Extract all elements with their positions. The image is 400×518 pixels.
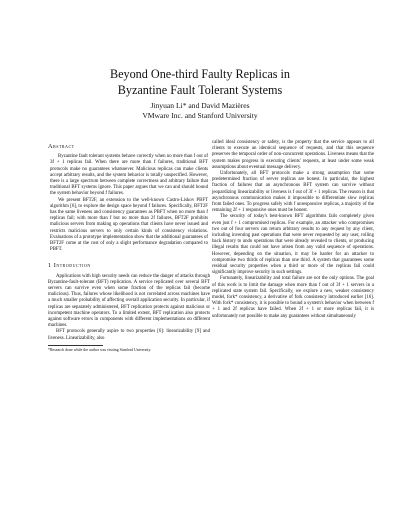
footnote-rule <box>48 345 103 346</box>
intro-paragraph-1: Applications with high security needs can reduce the danger of attacks through Byzantine-fault-tolerant (BFT) replication. A service replicated over several BFT servers can survive even when some fraction of the replicas fail (become malicious). Thus, failures whose likelihood is not correlated across machines have a much smaller probability of affecting overall application security. In particular, if replicas are separately administered, BFT replication protects against malicious or incompetent machine operators. To a limited extent, BFT replication also protects against software errors in components with different implementations on different machines. <box>48 273 210 329</box>
right-paragraph-4: Fortunately, linearizability and total failure are not the only options. The goal of this work is to limit the damage when more than f out of 3f + 1 servers in a replicated state system fail. Specifically, we explore a new, weaker consistency model, fork* consistency, a derivative of fork consistency introduced earlier [16]. With fork* consistency, it is possible to bound a system's behavior when between f + 1 and 2f replicas have failed. When 2f + 1 or more replicas fail, it is unfortunately not possible to make any guarantees without simultaneously <box>212 276 374 319</box>
abstract-paragraph-1: Byzantine fault tolerant systems behave correctly when no more than f out of 3f + 1 replicas fail. When there are more than f failures, traditional BFT protocols make no guarantees whatsoever. Malicious replicas can make clients accept arbitrary results, and the system behavior is totally unspecified. However, there is a large spectrum between complete correctness and arbitrary failure that traditional BFT systems ignore. This paper argues that we can and should bound the system behavior beyond f failures. <box>50 154 208 197</box>
introduction-heading: 1 Introduction <box>48 262 91 270</box>
left-column <box>48 140 210 353</box>
title-line-1: Beyond One-third Faulty Replicas in <box>109 67 291 81</box>
intro-paragraph-2: BFT protocols generally aspire to two properties [6]: linearizability [9] and liveness. Linearizability, also <box>48 329 210 341</box>
right-paragraph-1: called ideal consistency or safety, is the property that the service appears to all clients to execute an identical sequence of requests, and that this sequence preserves the temporal order of non-concurrent operations. Liveness means that the system makes progress in executing clients' requests, at least under some weak assumptions about eventual message delivery. <box>212 140 374 170</box>
author-block <box>0 101 400 120</box>
abstract-paragraph-2: We present BFT2F, an extension to the well-known Castro-Liskov PBFT algorithm [6], to explore the design space beyond f failures. Specifically, BFT2F has the same liveness and consistency guarantees as PBFT when no more than f replicas fail; with more than f but no more than 2f failures, BFT2F prohibits malicious servers from making up operations that clients have never issued and restricts malicious servers to only certain kinds of consistency violations. Evaluations of a prototype implementation show that the additional guarantees of BFT2F come at the cost of only a slight performance degradation compared to PBFT. <box>50 197 208 253</box>
right-column <box>212 140 374 320</box>
affiliation: VMware Inc. and Stanford University <box>142 110 258 120</box>
right-paragraph-2: Unfortunately, all BFT protocols make a strong assumption that some predetermined fraction of server replicas are honest. In particular, the highest fraction of failures that an asynchronous BFT system can survive without jeopardizing linearizability or liveness is f out of 3f + 1 replicas. The reason is that asynchronous communication makes it impossible to differentiate slow replicas from failed ones. To progress safely with f unresponsive replicas, a majority of the remaining 2f + 1 responsive ones must be honest. <box>212 171 374 214</box>
title-line-2: Byzantine Fault Tolerant Systems <box>117 83 283 97</box>
right-paragraph-3: The security of today's best-known BFT algorithms fails completely given even just f + 1 compromised replicas. For example, an attacker who compromises two out of four servers can return arbitrary results to any request by any client, including inventing past operations that were never requested by any user, rolling back history to undo operations that were already revealed to clients, or producing illegal results that could not have arisen from any valid sequence of operations. However, depending on the situation, it may be harder for an attacker to compromise two thirds of replicas than one third. A system that guarantees some residual security properties when a third or more of the replicas fail could significantly improve security in such settings. <box>212 214 374 276</box>
paper-title <box>0 66 400 98</box>
footnote: *Research done while the author was visiting Stanford University. <box>48 347 152 352</box>
authors: Jinyuan Li* and David Mazières <box>150 101 250 110</box>
abstract-heading: Abstract <box>48 143 75 150</box>
abstract-section <box>48 144 210 253</box>
